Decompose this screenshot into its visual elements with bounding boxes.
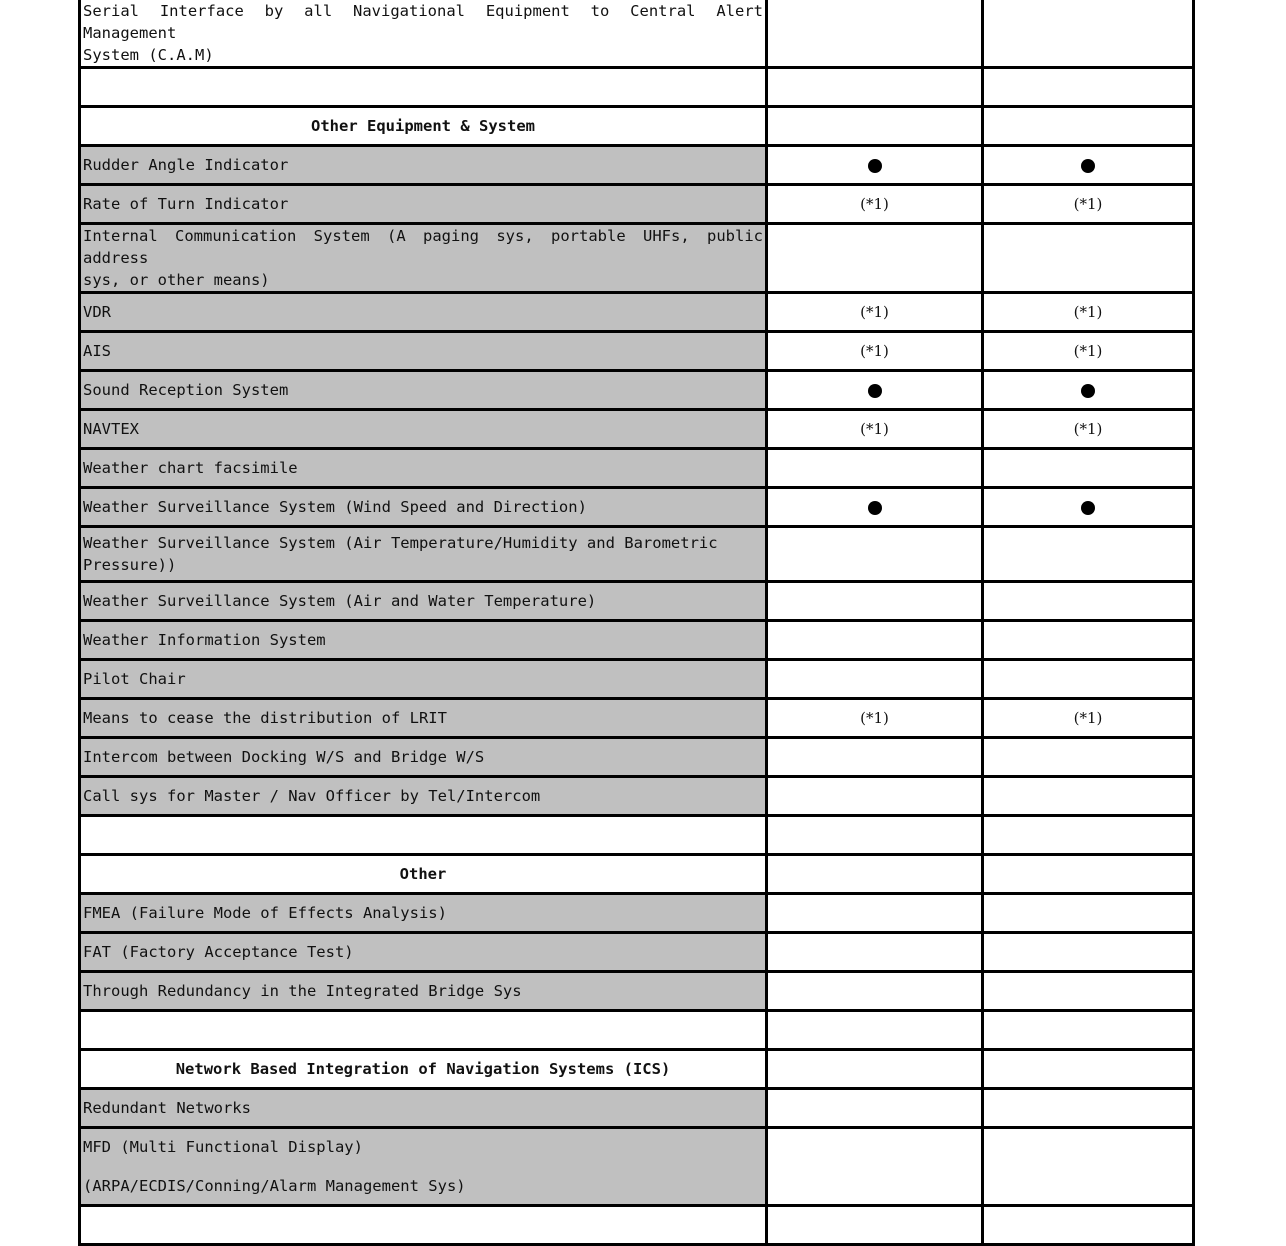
value-cell-column-2 [983,621,1194,660]
equipment-name [80,1206,767,1245]
equipment-name [80,293,767,332]
value-cell-column-2 [983,185,1194,224]
equipment-name [80,1011,767,1050]
equipment-name [80,185,767,224]
table-row [80,1089,1194,1128]
value-cell-column-2 [983,660,1194,699]
filled-circle-icon [868,501,882,515]
equipment-name-line: Serial Interface by all Navigational Equipment to Central Alert Management [83,2,763,42]
value-cell-column-1 [767,185,983,224]
blank-row [80,68,1194,107]
filled-circle-icon [1081,501,1095,515]
value-cell-column-1 [767,582,983,621]
value-cell-column-2 [983,738,1194,777]
value-cell-column-1 [767,816,983,855]
value-cell-column-1 [767,68,983,107]
value-cell-column-1 [767,621,983,660]
section-header-row [80,107,1194,146]
footnote-mark: (*1) [860,342,889,360]
value-cell-column-1 [767,972,983,1011]
equipment-name-text: Intercom between Docking W/S and Bridge W/S [83,748,485,766]
equipment-name-line: (ARPA/ECDIS/Conning/Alarm Management Sys) [83,1177,466,1195]
equipment-name [80,738,767,777]
equipment-name [80,410,767,449]
equipment-name-text: Weather Information System [83,631,326,649]
value-cell-column-2 [983,371,1194,410]
value-cell-column-1 [767,224,983,293]
section-title [80,107,767,146]
equipment-name-text: Call sys for Master / Nav Officer by Tel/Intercom [83,787,541,805]
equipment-name [80,332,767,371]
equipment-name [80,68,767,107]
filled-circle-icon [1081,384,1095,398]
equipment-name-text: Redundant Networks [83,1099,251,1117]
table-row [80,224,1194,293]
value-cell-column-1 [767,1206,983,1245]
value-cell-column-1 [767,855,983,894]
section-title [80,855,767,894]
section-title [80,1050,767,1089]
equipment-name [80,527,767,582]
equipment-name-line: Internal Communication System (A paging sys, portable UHFs, public address [83,227,763,267]
value-cell-column-2 [983,332,1194,371]
table-row [80,1128,1194,1206]
equipment-name-text: Weather Surveillance System (Air and Water Temperature) [83,592,597,610]
table-row [80,621,1194,660]
equipment-name [80,488,767,527]
equipment-name [80,0,767,68]
value-cell-column-2 [983,699,1194,738]
equipment-name-text: Weather Surveillance System (Wind Speed and Direction) [83,498,587,516]
footnote-mark: (*1) [860,420,889,438]
equipment-name-text: Sound Reception System [83,381,289,399]
table-row [80,699,1194,738]
equipment-name-line: Weather Surveillance System (Air Temperature/Humidity and Barometric [83,534,718,552]
filled-circle-icon [1081,159,1095,173]
table-row [80,488,1194,527]
table-row [80,894,1194,933]
filled-circle-icon [868,159,882,173]
table-row [80,660,1194,699]
equipment-name [80,972,767,1011]
value-cell-column-1 [767,660,983,699]
footnote-mark: (*1) [1073,420,1103,438]
equipment-name-line: System (C.A.M) [83,46,214,64]
table-row [80,332,1194,371]
equipment-name [80,371,767,410]
equipment-name [80,449,767,488]
value-cell-column-1 [767,1089,983,1128]
value-cell-column-2 [983,527,1194,582]
value-cell-column-1 [767,488,983,527]
equipment-name-text: NAVTEX [83,420,139,438]
value-cell-column-2 [983,107,1194,146]
equipment-name [80,146,767,185]
footnote-mark: (*1) [1073,342,1103,360]
value-cell-column-1 [767,107,983,146]
value-cell-column-2 [983,449,1194,488]
value-cell-column-2 [983,582,1194,621]
value-cell-column-2 [983,1128,1194,1206]
value-cell-column-1 [767,894,983,933]
equipment-name-text: Means to cease the distribution of LRIT [83,709,447,727]
filled-circle-icon [868,384,882,398]
footnote-mark: (*1) [1073,195,1103,213]
blank-row [80,816,1194,855]
table-row [80,582,1194,621]
value-cell-column-2 [983,1089,1194,1128]
value-cell-column-2 [983,293,1194,332]
value-cell-column-2 [983,0,1194,68]
equipment-name-line: sys, or other means) [83,271,270,289]
equipment-name-line: MFD (Multi Functional Display) [83,1138,363,1156]
value-cell-column-1 [767,1050,983,1089]
table-row [80,293,1194,332]
table-row [80,185,1194,224]
equipment-name-text: AIS [83,342,111,360]
equipment-name [80,621,767,660]
equipment-name [80,699,767,738]
equipment-name [80,777,767,816]
equipment-table-body [80,0,1194,1245]
footnote-mark: (*1) [1073,303,1103,321]
value-cell-column-2 [983,146,1194,185]
value-cell-column-1 [767,777,983,816]
value-cell-column-2 [983,224,1194,293]
table-row [80,777,1194,816]
table-row [80,738,1194,777]
section-title-text: Other [399,865,447,883]
value-cell-column-1 [767,527,983,582]
table-row [80,146,1194,185]
table-row [80,371,1194,410]
value-cell-column-2 [983,1050,1194,1089]
value-cell-column-1 [767,293,983,332]
value-cell-column-1 [767,738,983,777]
value-cell-column-2 [983,816,1194,855]
equipment-name [80,1128,767,1206]
value-cell-column-1 [767,146,983,185]
section-title-text: Network Based Integration of Navigation Systems (ICS) [175,1060,671,1078]
value-cell-column-1 [767,332,983,371]
table-row [80,0,1194,68]
equipment-name-line: Pressure)) [83,556,177,574]
table-row [80,410,1194,449]
equipment-name-text: Through Redundancy in the Integrated Bridge Sys [83,982,522,1000]
value-cell-column-2 [983,894,1194,933]
equipment-name [80,933,767,972]
value-cell-column-2 [983,933,1194,972]
section-header-row [80,855,1194,894]
value-cell-column-1 [767,933,983,972]
footnote-mark: (*1) [860,709,889,727]
equipment-name [80,894,767,933]
section-header-row [80,1050,1194,1089]
value-cell-column-2 [983,1011,1194,1050]
equipment-name-text: FMEA (Failure Mode of Effects Analysis) [83,904,447,922]
value-cell-column-2 [983,488,1194,527]
footnote-mark: (*1) [1073,709,1103,727]
value-cell-column-1 [767,371,983,410]
value-cell-column-1 [767,1128,983,1206]
section-title-text: Other Equipment & System [311,117,535,135]
equipment-name [80,582,767,621]
equipment-name-text: FAT (Factory Acceptance Test) [83,943,354,961]
equipment-table [78,0,1195,1246]
table-row [80,449,1194,488]
value-cell-column-2 [983,68,1194,107]
value-cell-column-1 [767,0,983,68]
table-row [80,933,1194,972]
value-cell-column-2 [983,972,1194,1011]
footnote-mark: (*1) [860,303,889,321]
value-cell-column-1 [767,699,983,738]
footnote-mark: (*1) [860,195,889,213]
value-cell-column-2 [983,855,1194,894]
table-row [80,527,1194,582]
equipment-name-text: Pilot Chair [83,670,186,688]
value-cell-column-1 [767,1011,983,1050]
table-row [80,972,1194,1011]
equipment-name [80,1089,767,1128]
equipment-name-text: VDR [83,303,111,321]
value-cell-column-1 [767,449,983,488]
equipment-name-text: Weather chart facsimile [83,459,298,477]
value-cell-column-2 [983,410,1194,449]
value-cell-column-2 [983,777,1194,816]
equipment-name-text: Rudder Angle Indicator [83,156,289,174]
equipment-name [80,816,767,855]
blank-row [80,1206,1194,1245]
equipment-name [80,224,767,293]
blank-row [80,1011,1194,1050]
value-cell-column-1 [767,410,983,449]
equipment-name-text: Rate of Turn Indicator [83,195,289,213]
value-cell-column-2 [983,1206,1194,1245]
equipment-name [80,660,767,699]
